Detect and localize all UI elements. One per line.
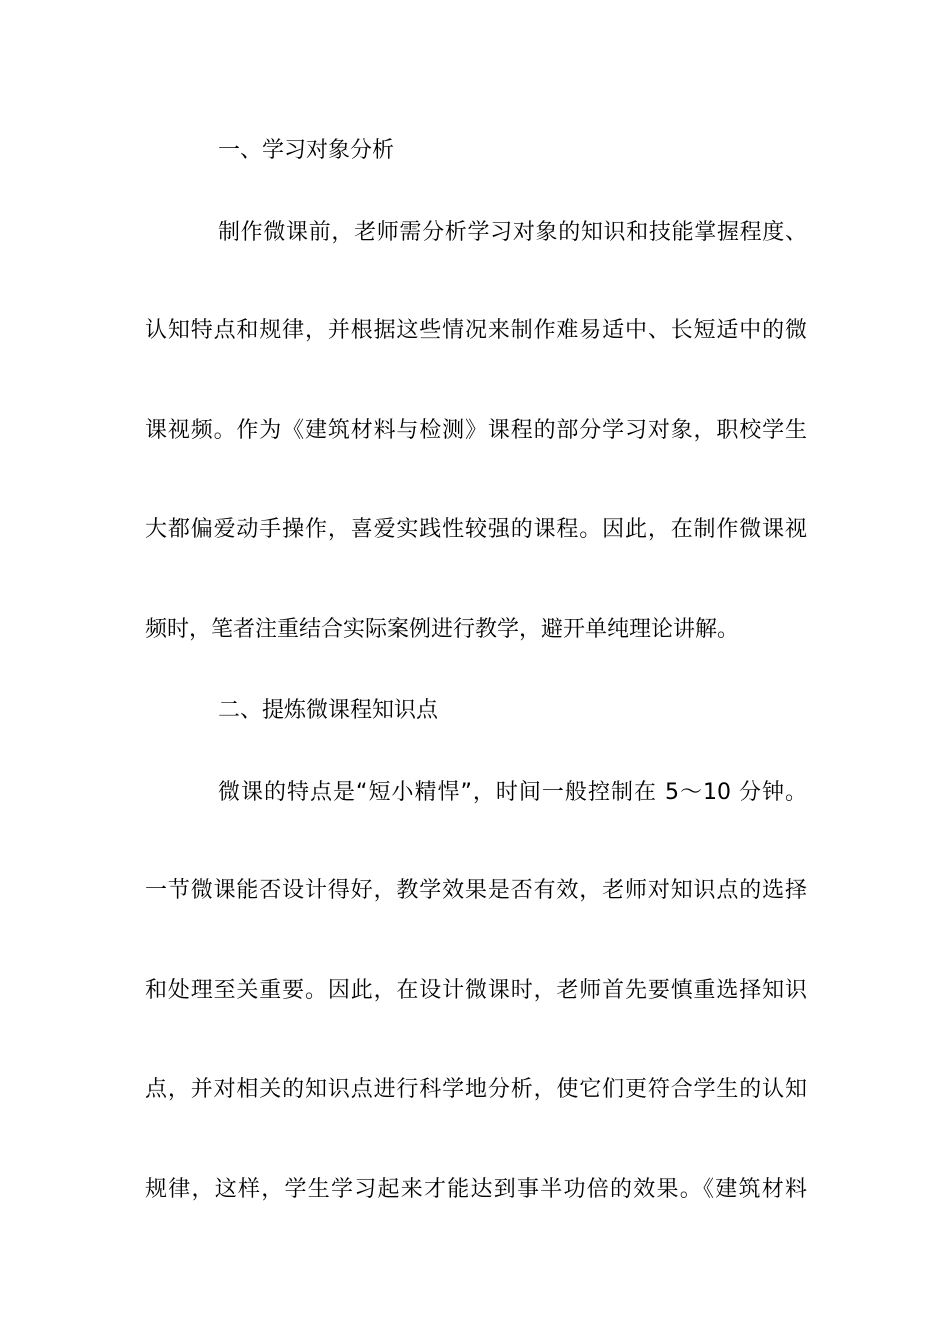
section-heading-1: 一、学习对象分析 <box>218 138 395 163</box>
paragraph-line: 认知特点和规律，并根据这些情况来制作难易适中、长短适中的微 <box>145 318 807 343</box>
paragraph-line: 大都偏爱动手操作，喜爱实践性较强的课程。因此，在制作微课视 <box>145 517 807 542</box>
paragraph-line: 点，并对相关的知识点进行科学地分析，使它们更符合学生的认知 <box>145 1077 807 1102</box>
paragraph-line: 和处理至关重要。因此，在设计微课时，老师首先要慎重选择知识 <box>145 978 807 1003</box>
paragraph-line: 规律，这样，学生学习起来才能达到事半功倍的效果。《建筑材料 <box>145 1177 807 1202</box>
paragraph-line: 频时，笔者注重结合实际案例进行教学，避开单纯理论讲解。 <box>145 617 740 642</box>
paragraph-line: 微课的特点是“短小精悍”，时间一般控制在 5～10 分钟。 <box>218 780 807 805</box>
paragraph-line: 课视频。作为《建筑材料与检测》课程的部分学习对象，职校学生 <box>145 418 807 443</box>
section-heading-2: 二、提炼微课程知识点 <box>218 698 439 723</box>
paragraph-line: 一节微课能否设计得好，教学效果是否有效，老师对知识点的选择 <box>145 878 807 903</box>
paragraph-line: 制作微课前，老师需分析学习对象的知识和技能掌握程度、 <box>218 220 807 245</box>
